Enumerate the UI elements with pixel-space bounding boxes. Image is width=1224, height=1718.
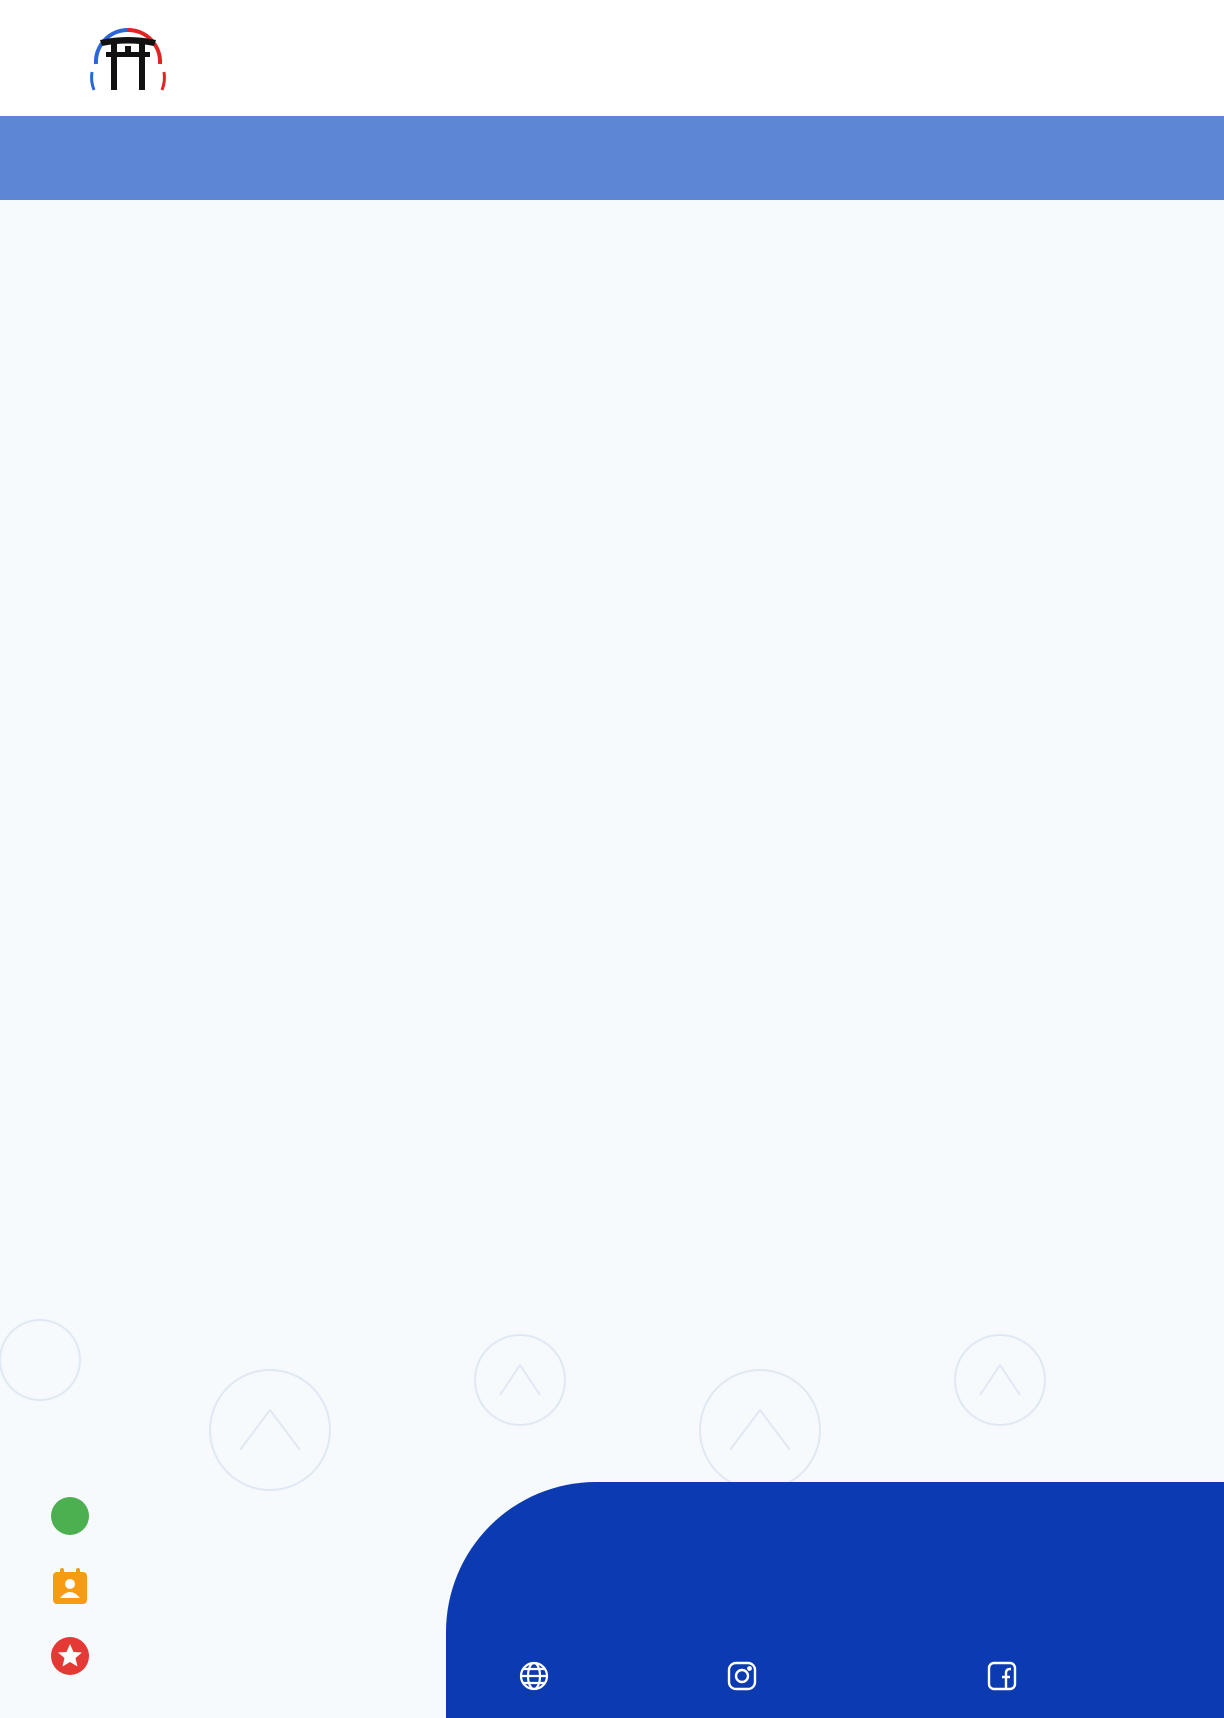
instagram-link[interactable] — [726, 1660, 770, 1692]
legend-item-open — [50, 1496, 430, 1566]
facebook-icon — [986, 1660, 1018, 1692]
website-link[interactable] — [518, 1660, 562, 1692]
month-bar — [0, 116, 1224, 200]
facebook-link[interactable] — [986, 1660, 1030, 1692]
footer-links — [518, 1660, 1198, 1700]
globe-icon — [518, 1660, 550, 1692]
torii-logo-icon — [86, 24, 170, 96]
legend-item-registration — [50, 1566, 430, 1636]
legend-item-events — [50, 1636, 430, 1706]
star-badge-icon — [50, 1636, 90, 1676]
header — [0, 0, 1224, 116]
green-dot-icon — [50, 1496, 90, 1536]
registration-icon — [50, 1566, 90, 1606]
footer — [446, 1482, 1224, 1718]
legend — [50, 1496, 430, 1706]
instagram-icon — [726, 1660, 758, 1692]
